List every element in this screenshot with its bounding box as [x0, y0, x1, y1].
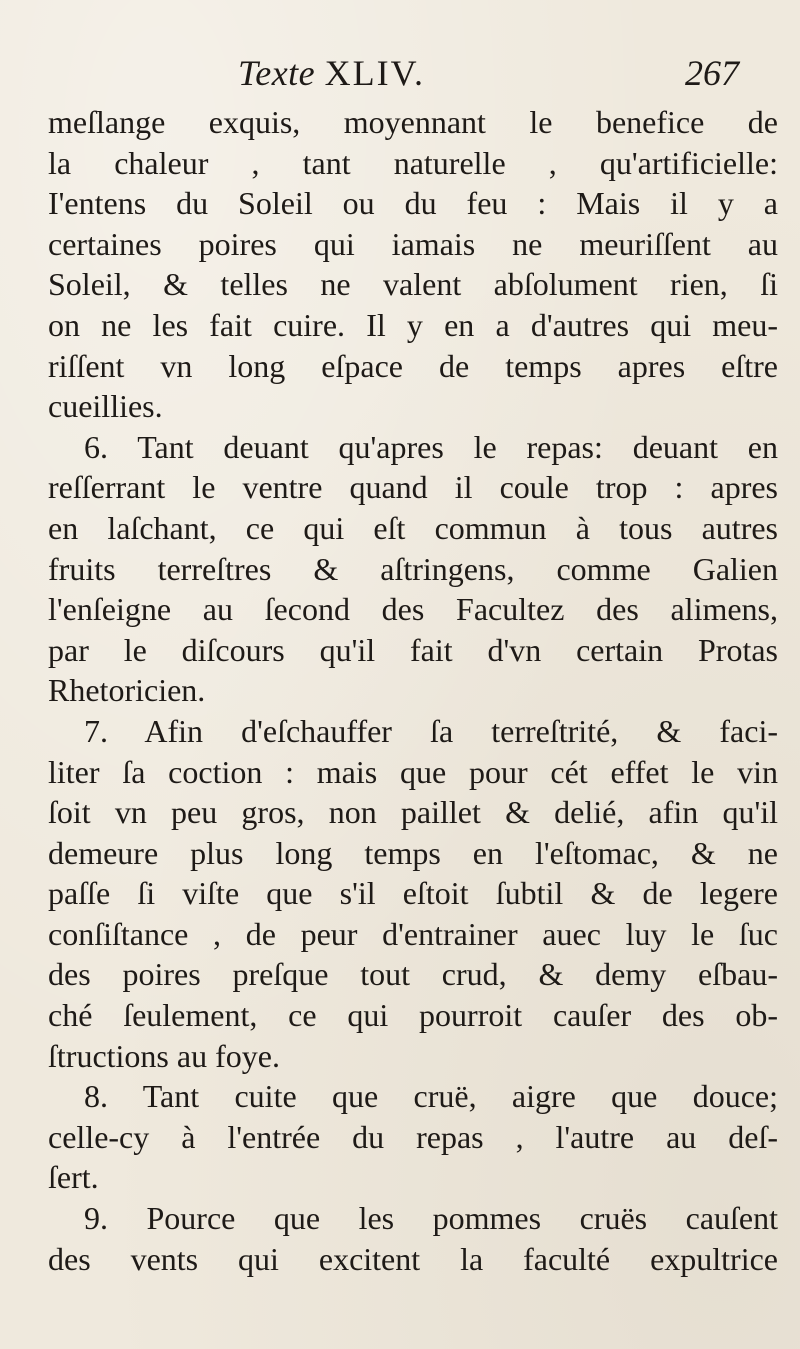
text-line: liter ſa coction : mais que pour cét effet le vin — [48, 753, 778, 790]
text-line: meſlange exquis, moyennant le benefice de — [48, 104, 778, 140]
paragraph-9-first-line: 9. Pource que les pommes cruës cauſent — [84, 1200, 778, 1237]
header-title-italic: Texte — [238, 53, 316, 93]
text-line: riſſent vn long eſpace de temps apres eſtre — [48, 347, 778, 384]
text-line: ſert. — [48, 1159, 99, 1196]
text-line: on ne les fait cuire. Il y en a d'autres qui meu- — [48, 306, 778, 343]
header-title — [238, 48, 425, 98]
text-line: ſtructions au foye. — [48, 1037, 280, 1074]
text-line: la chaleur , tant naturelle , qu'artificielle: — [48, 144, 778, 181]
running-header — [0, 48, 800, 98]
paragraph-6-first-line: 6. Tant deuant qu'apres le repas: deuant en — [84, 428, 778, 465]
paragraph-8-first-line: 8. Tant cuite que cruë, aigre que douce; — [84, 1078, 778, 1115]
text-line: reſſerrant le ventre quand il coule trop : apres — [48, 469, 778, 506]
text-line: ſoit vn peu gros, non paillet & delié, afin qu'il — [48, 794, 778, 831]
text-line: paſſe ſi viſte que s'il eſtoit ſubtil & de legere — [48, 875, 778, 912]
text-line: celle-cy à l'entrée du repas , l'autre au deſ- — [48, 1118, 778, 1155]
text-line: Soleil, & telles ne valent abſolument rien, ſi — [48, 266, 778, 303]
body-text — [48, 102, 778, 1279]
text-line: ché ſeulement, ce qui pourroit cauſer des ob- — [48, 997, 778, 1034]
text-line: Rhetoricien. — [48, 672, 206, 709]
page-number: 267 — [685, 53, 739, 93]
text-line: demeure plus long temps en l'eſtomac, & ne — [48, 834, 778, 871]
text-line: I'entens du Soleil ou du feu : Mais il y a — [48, 185, 778, 222]
text-line: par le diſcours qu'il fait d'vn certain Protas — [48, 631, 778, 668]
header-title-roman: XLIV. — [324, 53, 425, 93]
text-line: des vents qui excitent la faculté expultrice — [48, 1240, 778, 1277]
text-line: en laſchant, ce qui eſt commun à tous autres — [48, 509, 778, 546]
paragraph-7-first-line: 7. Afin d'eſchauffer ſa terreſtrité, & faci- — [84, 712, 778, 749]
text-line: conſiſtance , de peur d'entrainer auec luy le ſuc — [48, 915, 778, 952]
text-line: l'enſeigne au ſecond des Facultez des alimens, — [48, 591, 778, 628]
text-line: fruits terreſtres & aſtringens, comme Galien — [48, 550, 778, 587]
text-line: cueillies. — [48, 388, 163, 425]
text-line: certaines poires qui iamais ne meuriſſent au — [48, 225, 778, 262]
text-line: des poires preſque tout crud, & demy eſbau- — [48, 956, 778, 993]
